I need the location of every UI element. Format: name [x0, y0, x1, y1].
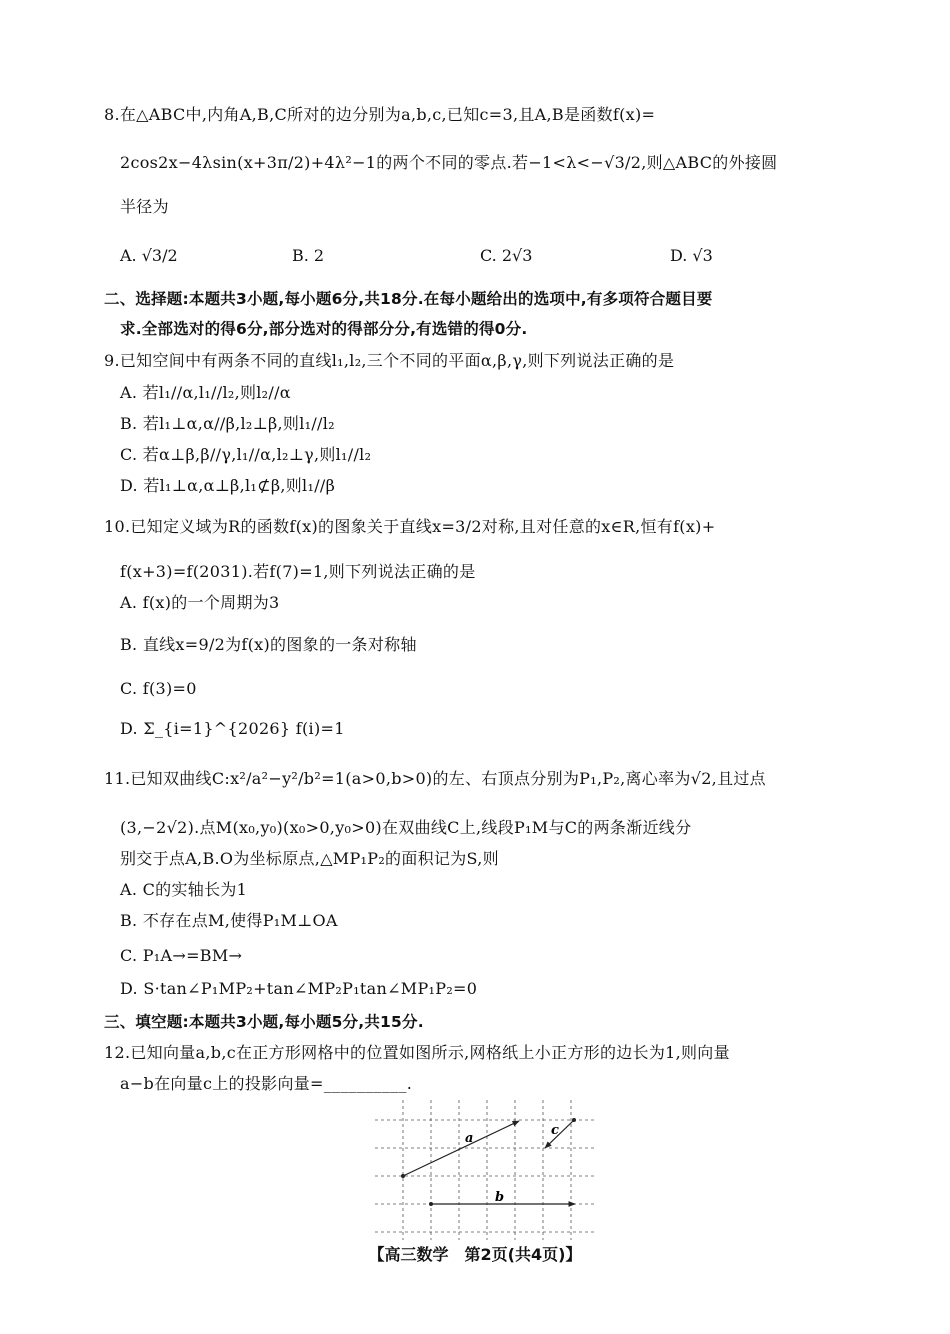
q9-option-c: C. 若α⊥β,β//γ,l₁//α,l₂⊥γ,则l₁//l₂ — [120, 445, 372, 464]
q11-option-b: B. 不存在点M,使得P₁M⊥OA — [120, 911, 338, 930]
q10-line-1: 10.已知定义域为R的函数f(x)的图象关于直线x=3/2对称,且对任意的x∈R,恒有f(x)+ — [104, 517, 716, 536]
vector-grid-figure — [375, 1100, 595, 1240]
q11-option-c: C. P₁A→=BM→ — [120, 946, 243, 965]
q11-option-a: A. C的实轴长为1 — [120, 880, 248, 899]
q11-line-2: (3,−2√2).点M(x₀,y₀)(x₀>0,y₀>0)在双曲线C上,线段P₁M与C的两条渐近线分 — [120, 818, 692, 837]
vector-a — [401, 1121, 519, 1178]
q8-option-d: D. √3 — [670, 246, 713, 265]
label-c: c — [551, 1123, 559, 1138]
q10-line-2: f(x+3)=f(2031).若f(7)=1,则下列说法正确的是 — [120, 562, 476, 581]
q8-line-2: 2cos2x−4λsin(x+3π/2)+4λ²−1的两个不同的零点.若−1<λ<−√3/2,则△ABC的外接圆 — [120, 153, 778, 172]
q8-option-a: A. √3/2 — [120, 246, 178, 265]
q12-line-1: 12.已知向量a,b,c在正方形网格中的位置如图所示,网格纸上小正方形的边长为1,则向量 — [104, 1043, 730, 1062]
label-b: b — [495, 1190, 505, 1205]
q8-option-c: C. 2√3 — [480, 246, 533, 265]
q8-line-3: 半径为 — [120, 197, 169, 216]
q9-option-a: A. 若l₁//α,l₁//l₂,则l₂//α — [120, 383, 291, 402]
section2-heading-line-2: 求.全部选对的得6分,部分选对的得部分分,有选错的得0分. — [120, 320, 528, 338]
q12-line-2: a−b在向量c上的投影向量=__________. — [120, 1074, 413, 1093]
q10-option-d: D. Σ_{i=1}^{2026} f(i)=1 — [120, 719, 345, 738]
q10-option-c: C. f(3)=0 — [120, 679, 197, 698]
q11-line-1: 11.已知双曲线C:x²/a²−y²/b²=1(a>0,b>0)的左、右顶点分别为P₁,P₂,离心率为√2,且过点 — [104, 769, 766, 788]
q11-line-3: 别交于点A,B.O为坐标原点,△MP₁P₂的面积记为S,则 — [120, 849, 499, 868]
section2-heading-line-1: 二、选择题:本题共3小题,每小题6分,共18分.在每小题给出的选项中,有多项符合题目要 — [104, 290, 713, 308]
page-footer: 【高三数学 第2页(共4页)】 — [368, 1245, 582, 1264]
label-a: a — [465, 1131, 474, 1146]
q9-option-b: B. 若l₁⊥α,α//β,l₂⊥β,则l₁//l₂ — [120, 414, 335, 433]
q11-option-d: D. S·tan∠P₁MP₂+tan∠MP₂P₁tan∠MP₁P₂=0 — [120, 979, 478, 998]
q8-option-b: B. 2 — [292, 246, 325, 265]
q10-option-b: B. 直线x=9/2为f(x)的图象的一条对称轴 — [120, 635, 417, 654]
q9-option-d: D. 若l₁⊥α,α⊥β,l₁⊄β,则l₁//β — [120, 476, 336, 495]
q10-option-a: A. f(x)的一个周期为3 — [120, 593, 280, 612]
grid-lines — [375, 1100, 595, 1240]
q9-stem: 9.已知空间中有两条不同的直线l₁,l₂,三个不同的平面α,β,γ,则下列说法正确的是 — [104, 351, 675, 370]
section3-heading: 三、填空题:本题共3小题,每小题5分,共15分. — [104, 1013, 424, 1031]
q8-line-1: 8.在△ABC中,内角A,B,C所对的边分别为a,b,c,已知c=3,且A,B是函数f(x)= — [104, 105, 656, 124]
